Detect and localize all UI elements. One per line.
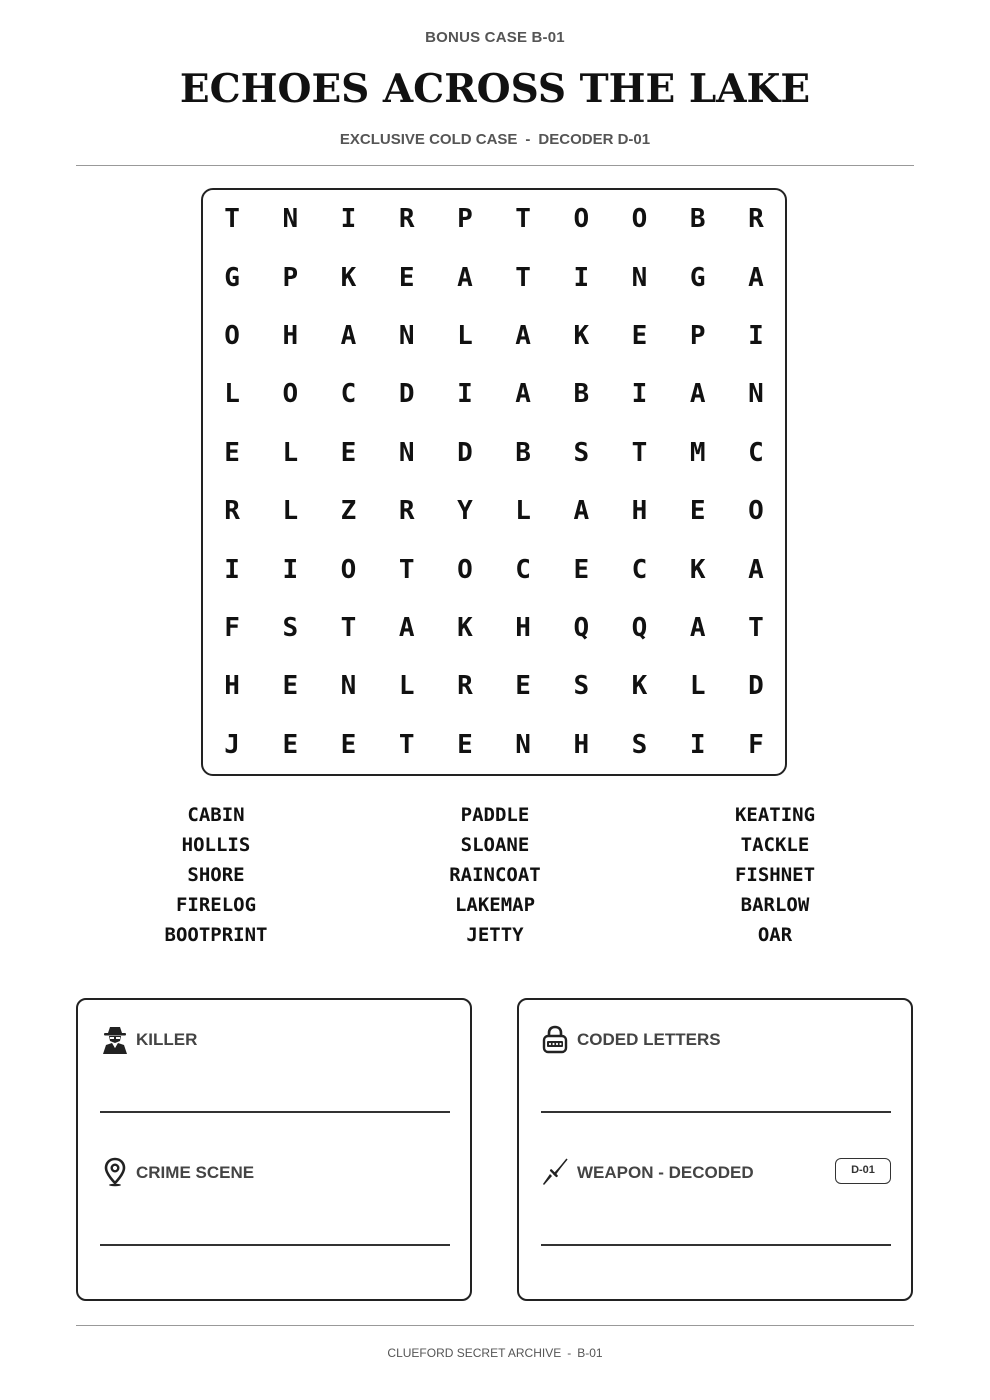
grid-cell[interactable]: G bbox=[224, 262, 240, 293]
grid-cell[interactable]: O bbox=[224, 320, 240, 351]
grid-cell[interactable]: A bbox=[689, 612, 706, 643]
grid-cell[interactable]: P bbox=[282, 262, 299, 293]
grid-cell[interactable]: O bbox=[282, 379, 299, 410]
grid-cell[interactable]: I bbox=[573, 262, 590, 293]
word-list-column-3 bbox=[675, 802, 875, 952]
grid-cell[interactable]: S bbox=[282, 612, 299, 643]
grid-cell[interactable]: L bbox=[224, 379, 240, 410]
killer-label: KILLER bbox=[136, 1030, 198, 1049]
grid-cell[interactable]: T bbox=[631, 437, 648, 468]
grid-cell[interactable]: K bbox=[573, 320, 590, 351]
grid-cell[interactable]: R bbox=[224, 496, 240, 527]
grid-cell[interactable]: A bbox=[457, 262, 473, 293]
grid-cell[interactable]: T bbox=[398, 554, 415, 585]
grid-cell[interactable]: A bbox=[515, 320, 531, 351]
grid-cell[interactable]: T bbox=[340, 612, 357, 643]
grid-cell[interactable]: H bbox=[282, 320, 299, 351]
crime-scene-label: CRIME SCENE bbox=[136, 1163, 255, 1182]
grid-cell[interactable]: E bbox=[224, 437, 240, 468]
page-title: ECHOES ACROSS THE LAKE bbox=[179, 66, 811, 112]
grid-cell[interactable]: O bbox=[748, 496, 764, 527]
word-item: OAR bbox=[757, 924, 793, 946]
grid-cell[interactable]: N bbox=[631, 262, 648, 293]
grid-cell[interactable]: O bbox=[340, 554, 357, 585]
grid-cell[interactable]: T bbox=[224, 204, 240, 235]
knife-icon bbox=[540, 1157, 570, 1187]
grid-cell[interactable]: I bbox=[457, 379, 473, 410]
word-item: LAKEMAP bbox=[454, 894, 536, 916]
word-item: RAINCOAT bbox=[449, 864, 541, 886]
grid-cell[interactable]: B bbox=[515, 437, 531, 468]
grid-cell[interactable]: F bbox=[224, 612, 240, 643]
grid-cell[interactable]: S bbox=[631, 729, 648, 760]
grid-cell[interactable]: C bbox=[748, 437, 764, 468]
grid-cell[interactable]: I bbox=[689, 729, 706, 760]
grid-cell[interactable]: K bbox=[457, 612, 473, 643]
grid-cell[interactable]: E bbox=[282, 729, 299, 760]
grid-cell[interactable]: I bbox=[748, 320, 764, 351]
weapon-label: WEAPON - DECODED bbox=[577, 1163, 754, 1182]
grid-cell[interactable]: T bbox=[398, 729, 415, 760]
word-list-column-1 bbox=[116, 802, 316, 952]
subtitle-decoder: DECODER D-01 bbox=[538, 131, 651, 148]
grid-cell[interactable]: J bbox=[224, 729, 240, 760]
grid-cell[interactable]: D bbox=[457, 437, 473, 468]
grid-cell[interactable]: I bbox=[340, 204, 357, 235]
grid-cell[interactable]: R bbox=[748, 204, 764, 235]
footer-archive: CLUEFORD SECRET ARCHIVE bbox=[387, 1346, 562, 1360]
footer-separator: - bbox=[567, 1346, 572, 1360]
grid-cell[interactable]: A bbox=[748, 262, 764, 293]
grid-cell[interactable]: A bbox=[515, 379, 531, 410]
word-item: JETTY bbox=[466, 924, 524, 946]
word-item: BARLOW bbox=[740, 894, 810, 916]
grid-cell[interactable]: B bbox=[689, 204, 706, 235]
grid-cell[interactable]: H bbox=[224, 671, 240, 702]
grid-cell[interactable]: S bbox=[573, 437, 590, 468]
word-item: BOOTPRINT bbox=[164, 924, 268, 946]
grid-cell[interactable]: N bbox=[340, 671, 357, 702]
grid-cell[interactable]: L bbox=[457, 320, 473, 351]
grid-cell[interactable]: H bbox=[631, 496, 648, 527]
grid-cell[interactable]: E bbox=[398, 262, 415, 293]
word-item: TACKLE bbox=[740, 834, 810, 856]
grid-cell[interactable]: Q bbox=[631, 612, 648, 643]
word-search-grid bbox=[201, 188, 787, 776]
grid-cell[interactable]: I bbox=[224, 554, 240, 585]
grid-cell[interactable]: D bbox=[398, 379, 415, 410]
grid-cell[interactable]: K bbox=[631, 671, 648, 702]
word-item: HOLLIS bbox=[181, 834, 251, 856]
grid-cell[interactable]: K bbox=[340, 262, 357, 293]
grid-cell[interactable]: L bbox=[689, 671, 706, 702]
grid-cell[interactable]: P bbox=[689, 320, 706, 351]
detective-icon bbox=[100, 1024, 130, 1054]
subtitle-separator: - bbox=[525, 131, 531, 148]
grid-cell[interactable]: C bbox=[631, 554, 648, 585]
grid-cell[interactable]: L bbox=[398, 671, 415, 702]
word-item: PADDLE bbox=[460, 804, 530, 826]
coded-letters-answer-line[interactable] bbox=[541, 1111, 891, 1113]
grid-cell[interactable]: T bbox=[515, 204, 531, 235]
grid-cell[interactable]: A bbox=[689, 379, 706, 410]
grid-cell[interactable]: L bbox=[282, 437, 299, 468]
grid-cell[interactable]: T bbox=[515, 262, 531, 293]
case-label: BONUS CASE B-01 bbox=[425, 29, 565, 46]
grid-cell[interactable]: O bbox=[573, 204, 590, 235]
location-pin-icon bbox=[100, 1157, 130, 1187]
grid-cell[interactable]: L bbox=[515, 496, 531, 527]
grid-cell[interactable]: A bbox=[398, 612, 415, 643]
grid-cell[interactable]: A bbox=[748, 554, 764, 585]
padlock-icon bbox=[540, 1024, 570, 1054]
grid-cell[interactable]: M bbox=[689, 437, 706, 468]
letter-grid bbox=[203, 190, 785, 774]
grid-cell[interactable]: Z bbox=[340, 496, 357, 527]
grid-cell[interactable]: N bbox=[398, 320, 415, 351]
grid-cell[interactable]: H bbox=[515, 612, 531, 643]
grid-cell[interactable]: C bbox=[340, 379, 357, 410]
grid-cell[interactable]: F bbox=[748, 729, 764, 760]
grid-cell[interactable]: D bbox=[748, 671, 764, 702]
grid-cell[interactable]: H bbox=[573, 729, 590, 760]
grid-cell[interactable]: E bbox=[689, 496, 706, 527]
grid-cell[interactable]: A bbox=[573, 496, 590, 527]
grid-cell[interactable]: R bbox=[398, 204, 415, 235]
grid-cell[interactable]: N bbox=[282, 204, 299, 235]
header-divider bbox=[76, 165, 914, 166]
grid-cell[interactable]: E bbox=[573, 554, 590, 585]
grid-cell[interactable]: R bbox=[398, 496, 415, 527]
grid-cell[interactable]: E bbox=[340, 729, 357, 760]
grid-cell[interactable]: Q bbox=[573, 612, 590, 643]
subtitle-case-type: EXCLUSIVE COLD CASE bbox=[339, 131, 518, 148]
grid-cell[interactable]: N bbox=[515, 729, 531, 760]
grid-cell[interactable]: P bbox=[457, 204, 473, 235]
killer-answer-line[interactable] bbox=[100, 1111, 450, 1113]
grid-cell[interactable]: O bbox=[631, 204, 648, 235]
word-item: CABIN bbox=[187, 804, 245, 826]
grid-cell[interactable]: K bbox=[689, 554, 706, 585]
grid-cell[interactable]: E bbox=[340, 437, 357, 468]
grid-cell[interactable]: O bbox=[457, 554, 473, 585]
word-item: FIRELOG bbox=[175, 894, 257, 916]
word-list-column-2 bbox=[395, 802, 595, 952]
grid-cell[interactable]: A bbox=[340, 320, 357, 351]
grid-cell[interactable]: G bbox=[689, 262, 706, 293]
grid-cell[interactable]: E bbox=[457, 729, 473, 760]
grid-cell[interactable]: E bbox=[515, 671, 531, 702]
grid-cell[interactable]: I bbox=[282, 554, 299, 585]
grid-cell[interactable]: I bbox=[631, 379, 648, 410]
answer-panel-right bbox=[517, 998, 913, 1301]
grid-cell[interactable]: E bbox=[631, 320, 648, 351]
grid-cell[interactable]: E bbox=[282, 671, 299, 702]
word-item: SLOANE bbox=[460, 834, 530, 856]
grid-cell[interactable]: N bbox=[398, 437, 415, 468]
grid-cell[interactable]: N bbox=[748, 379, 764, 410]
coded-letters-label: CODED LETTERS bbox=[577, 1030, 721, 1049]
answer-panel-left bbox=[76, 998, 472, 1301]
grid-cell[interactable]: C bbox=[515, 554, 531, 585]
grid-cell[interactable]: B bbox=[573, 379, 590, 410]
grid-cell[interactable]: R bbox=[457, 671, 473, 702]
weapon-answer-line[interactable] bbox=[541, 1244, 891, 1246]
grid-cell[interactable]: S bbox=[573, 671, 590, 702]
word-item: FISHNET bbox=[734, 864, 816, 886]
subtitle bbox=[0, 131, 990, 148]
crime-scene-answer-line[interactable] bbox=[100, 1244, 450, 1246]
grid-cell[interactable]: L bbox=[282, 496, 299, 527]
footer-divider bbox=[76, 1325, 914, 1326]
footer-code: B-01 bbox=[577, 1346, 603, 1360]
grid-cell[interactable]: T bbox=[748, 612, 764, 643]
footer bbox=[0, 1346, 990, 1360]
word-item: KEATING bbox=[734, 804, 816, 826]
word-item: SHORE bbox=[187, 864, 245, 886]
decoder-badge: D-01 bbox=[835, 1158, 891, 1184]
grid-cell[interactable]: Y bbox=[457, 496, 473, 527]
